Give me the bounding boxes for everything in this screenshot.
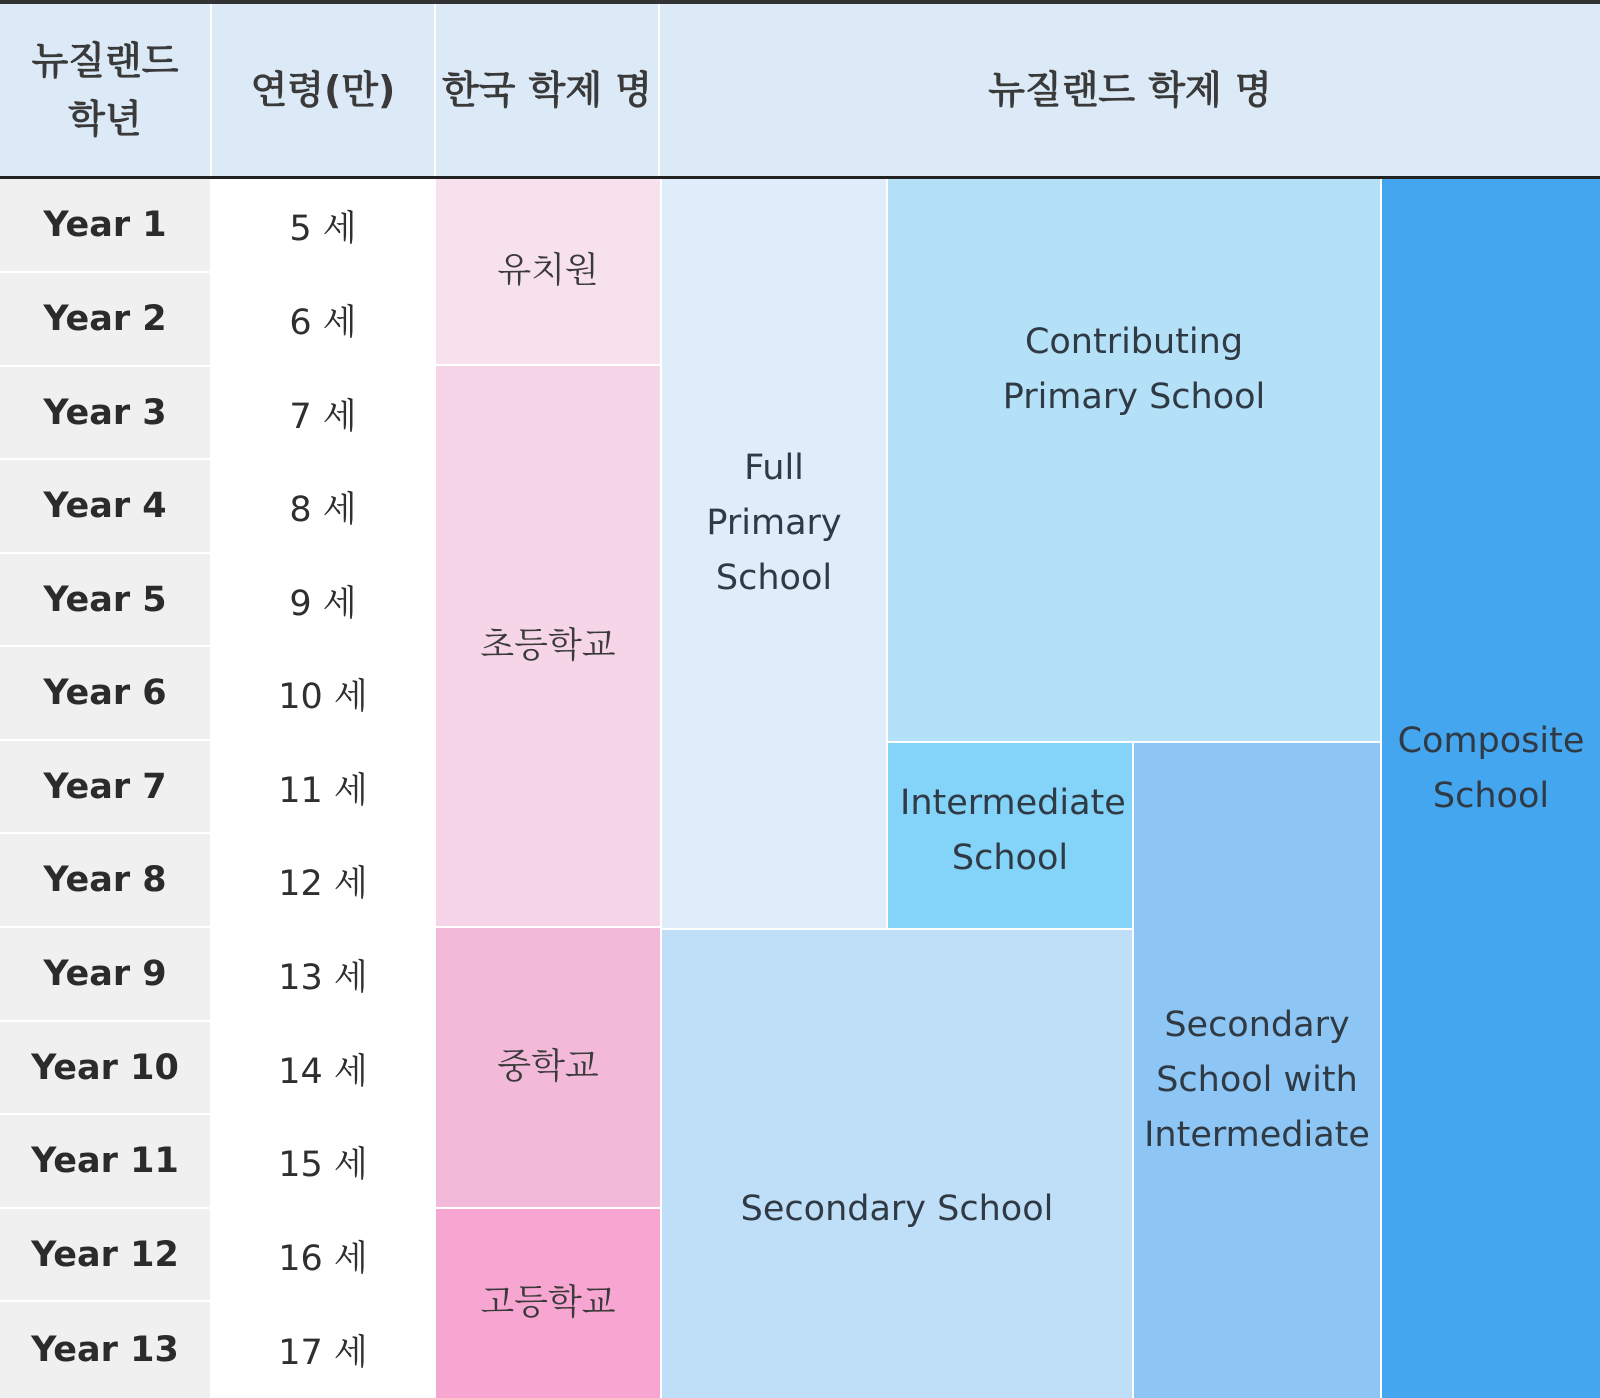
year-label: Year 7: [43, 766, 167, 807]
year-cell: [0, 647, 210, 741]
age-cell: [212, 1022, 434, 1115]
secondary-school-with-intermediate: [1134, 743, 1380, 1398]
year-cell: [0, 460, 210, 554]
header-korean-system: [436, 4, 660, 176]
korean-school-middle: [436, 928, 660, 1209]
year-cell: [0, 1209, 210, 1302]
intermediate-school: [888, 743, 1132, 928]
year-label: Year 5: [43, 579, 167, 620]
contributing-primary-school: [888, 179, 1380, 741]
header-nz-year-text: 뉴질랜드 학년: [31, 39, 179, 141]
age-label: 7 세: [289, 396, 357, 437]
age-cell: [212, 1115, 434, 1209]
intermediate-label: Intermediate School: [900, 782, 1126, 878]
age-cell: [212, 273, 434, 367]
age-label: 14 세: [278, 1051, 368, 1092]
korean-school-kindergarten: [436, 179, 660, 366]
age-label: 9 세: [289, 583, 357, 624]
age-label: 6 세: [289, 303, 357, 343]
header-nz-year: [0, 4, 212, 176]
age-cell: [212, 1209, 434, 1302]
year-cell: [0, 554, 210, 647]
age-cell: [212, 367, 434, 460]
age-label: 5 세: [289, 209, 357, 249]
year-cell: [0, 1115, 210, 1209]
header-korean-system-text: 한국 학제 명: [442, 68, 652, 112]
korean-school-label: 초등학교: [480, 625, 616, 666]
year-label: Year 3: [43, 392, 167, 433]
korean-school-label: 유치원: [497, 251, 599, 291]
korean-school-elementary: [436, 366, 660, 928]
year-cell: [0, 741, 210, 834]
year-cell: [0, 367, 210, 460]
secondary-school: [662, 930, 1132, 1398]
age-cell: [212, 554, 434, 647]
header-nz-system-text: 뉴질랜드 학제 명: [988, 68, 1272, 112]
year-cell: [0, 928, 210, 1022]
age-label: 16 세: [278, 1238, 368, 1279]
composite-label: Composite School: [1397, 720, 1585, 816]
korean-school-label: 중학교: [497, 1047, 599, 1087]
age-label: 12 세: [278, 864, 368, 904]
age-cell: [212, 741, 434, 834]
secondary-with-intermediate-label: Secondary School with Intermediate: [1144, 1005, 1370, 1155]
header-age: [212, 4, 436, 176]
age-cell: [212, 179, 434, 273]
contributing-primary-label: Contributing Primary School: [1002, 322, 1266, 417]
year-cell: [0, 1302, 210, 1398]
year-label: Year 10: [31, 1047, 179, 1088]
year-cell: [0, 834, 210, 928]
age-cell: [212, 834, 434, 928]
year-cell: [0, 179, 210, 273]
full-primary-school: [662, 179, 886, 928]
year-cell: [0, 1022, 210, 1115]
age-label: 17 세: [278, 1333, 368, 1373]
age-label: 8 세: [289, 490, 357, 530]
year-label: Year 11: [31, 1141, 179, 1181]
age-label: 15 세: [278, 1145, 368, 1185]
year-label: Year 13: [31, 1330, 179, 1370]
header-nz-system: [660, 4, 1600, 176]
age-cell: [212, 1302, 434, 1398]
year-label: Year 12: [31, 1234, 179, 1275]
header-age-text: 연령(만): [250, 68, 396, 112]
korean-school-high: [436, 1209, 660, 1398]
age-label: 11 세: [278, 770, 368, 811]
age-cell: [212, 647, 434, 741]
year-cell: [0, 273, 210, 367]
year-label: Year 2: [43, 299, 167, 339]
age-cell: [212, 460, 434, 554]
year-label: Year 1: [43, 205, 167, 245]
composite-school: [1382, 179, 1600, 1398]
year-label: Year 4: [43, 486, 167, 526]
secondary-label: Secondary School: [740, 1188, 1054, 1229]
year-label: Year 9: [43, 954, 167, 994]
age-label: 13 세: [278, 958, 368, 998]
year-label: Year 6: [43, 673, 167, 713]
age-label: 10 세: [278, 677, 368, 717]
age-cell: [212, 928, 434, 1022]
full-primary-label: Full Primary School: [706, 448, 842, 598]
year-label: Year 8: [43, 860, 167, 900]
korean-school-label: 고등학교: [480, 1283, 616, 1323]
